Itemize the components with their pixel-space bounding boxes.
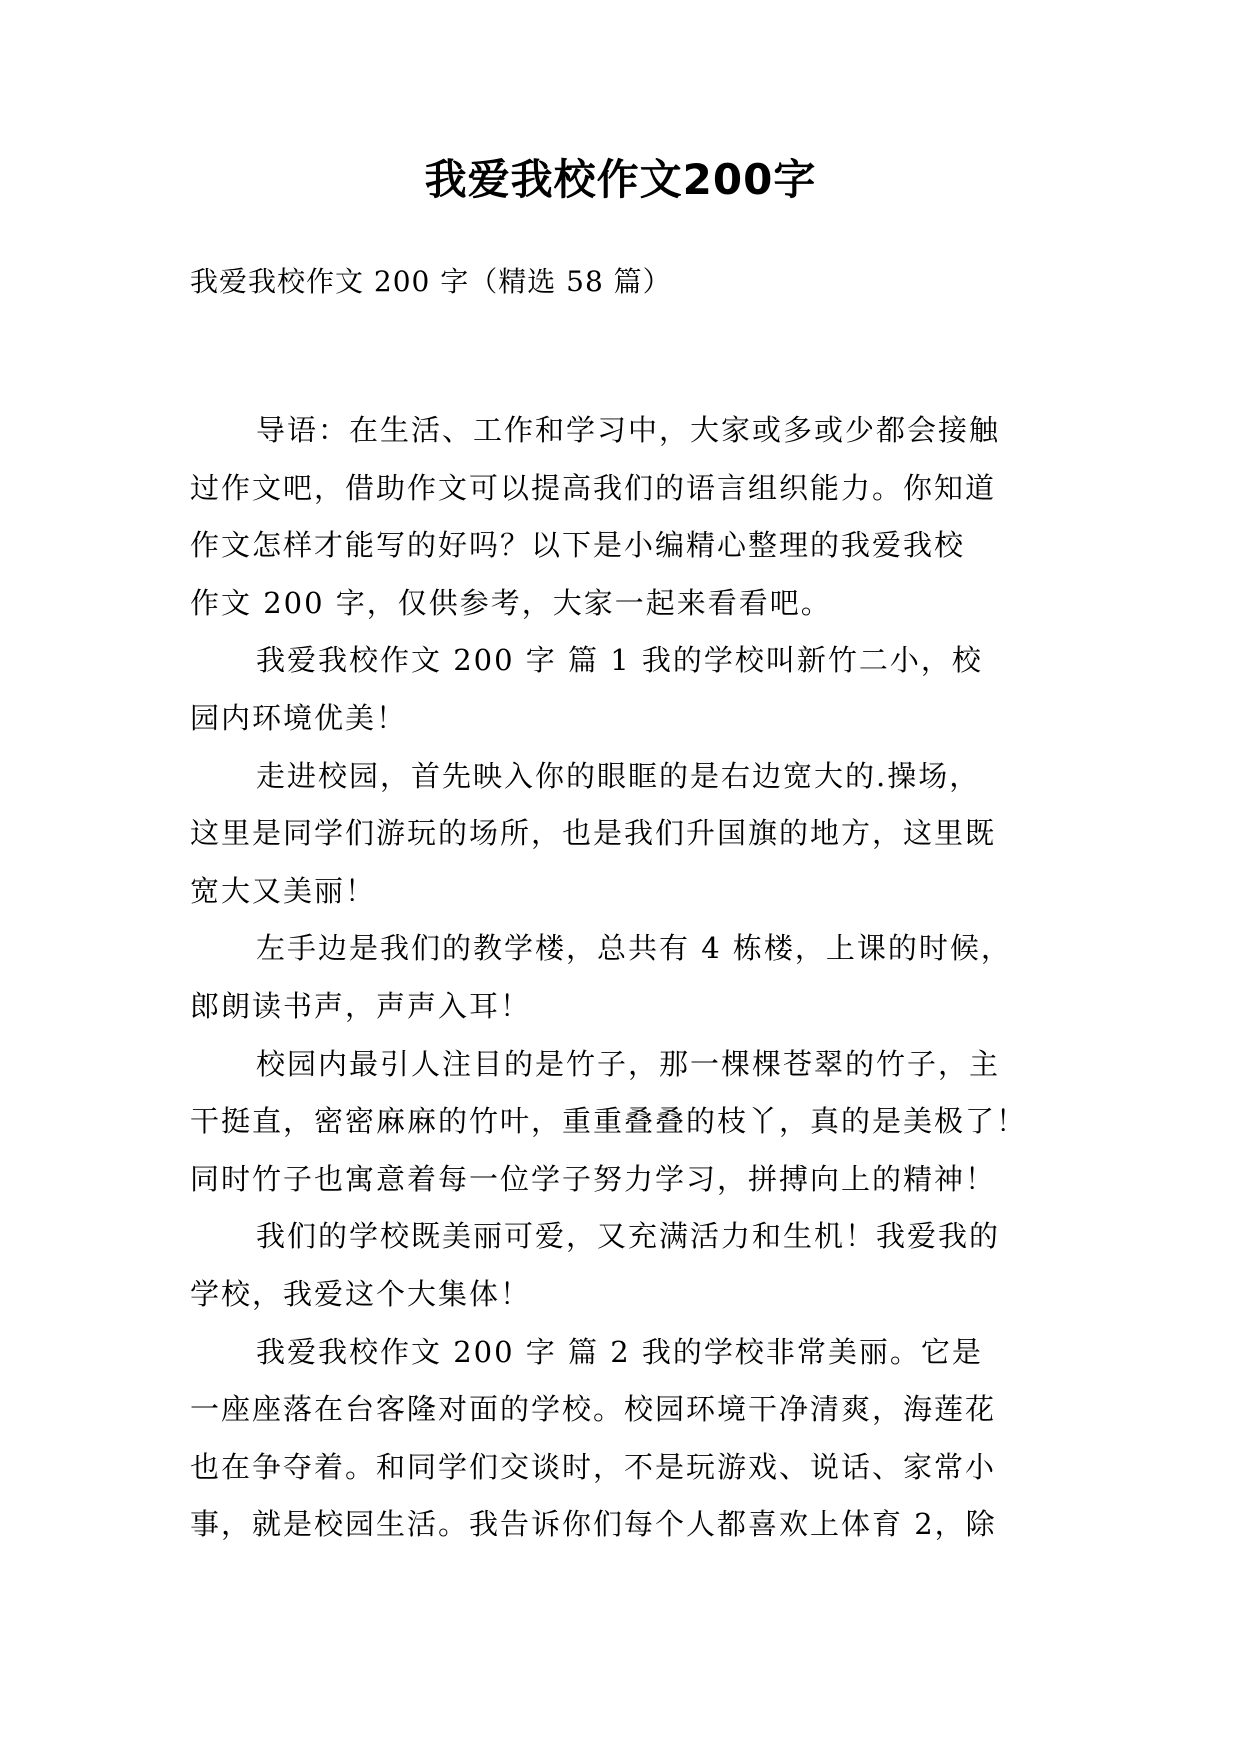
text-line: 干挺直，密密麻麻的竹叶，重重叠叠的枝丫，真的是美极了！ [190,1104,1028,1139]
text-line: 导语：在生活、工作和学习中，大家或多或少都会接触 [256,413,1001,447]
text-line: 过作文吧，借助作文可以提高我们的语言组织能力。你知道 [190,470,997,505]
text-line: 我爱我校作文 200 字 篇 2 我的学校非常美丽。它是 [256,1334,983,1369]
page-title: 我爱我校作文200字 [424,155,817,204]
text-line: 事，就是校园生活。我告诉你们每个人都喜欢上体育 2，除 [190,1507,997,1542]
text-line: 学校，我爱这个大集体！ [190,1276,532,1311]
document-subtitle: 我爱我校作文 200 字（精选 58 篇） [190,265,672,298]
text-line: 这里是同学们游玩的场所，也是我们升国旗的地方，这里既 [190,816,997,851]
text-line: 走进校园，首先映入你的眼眶的是右边宽大的.操场， [256,758,981,793]
text-line: 一座座落在台客隆对面的学校。校园环境干净清爽，海莲花 [190,1392,997,1427]
text-line: 校园内最引人注目的是竹子，那一棵棵苍翠的竹子，主 [256,1046,1001,1081]
text-line: 作文怎样才能写的好吗？以下是小编精心整理的我爱我校 [190,528,966,563]
text-line: 郎朗读书声，声声入耳！ [190,988,532,1023]
text-line: 园内环境优美！ [190,700,408,735]
text-line: 同时竹子也寓意着每一位学子努力学习，拼搏向上的精神！ [190,1161,997,1196]
text-line: 我们的学校既美丽可爱，又充满活力和生机！我爱我的 [256,1219,1001,1254]
text-line: 我爱我校作文 200 字 篇 1 我的学校叫新竹二小，校 [256,643,983,678]
text-line: 也在争夺着。和同学们交谈时，不是玩游戏、说话、家常小 [190,1449,997,1484]
text-line: 左手边是我们的教学楼，总共有 4 栋楼，上课的时候， [256,931,1012,966]
text-line: 宽大又美丽！ [190,873,377,908]
article-body [190,402,1070,1554]
text-line: 作文 200 字，仅供参考，大家一起来看看吧。 [190,585,832,620]
